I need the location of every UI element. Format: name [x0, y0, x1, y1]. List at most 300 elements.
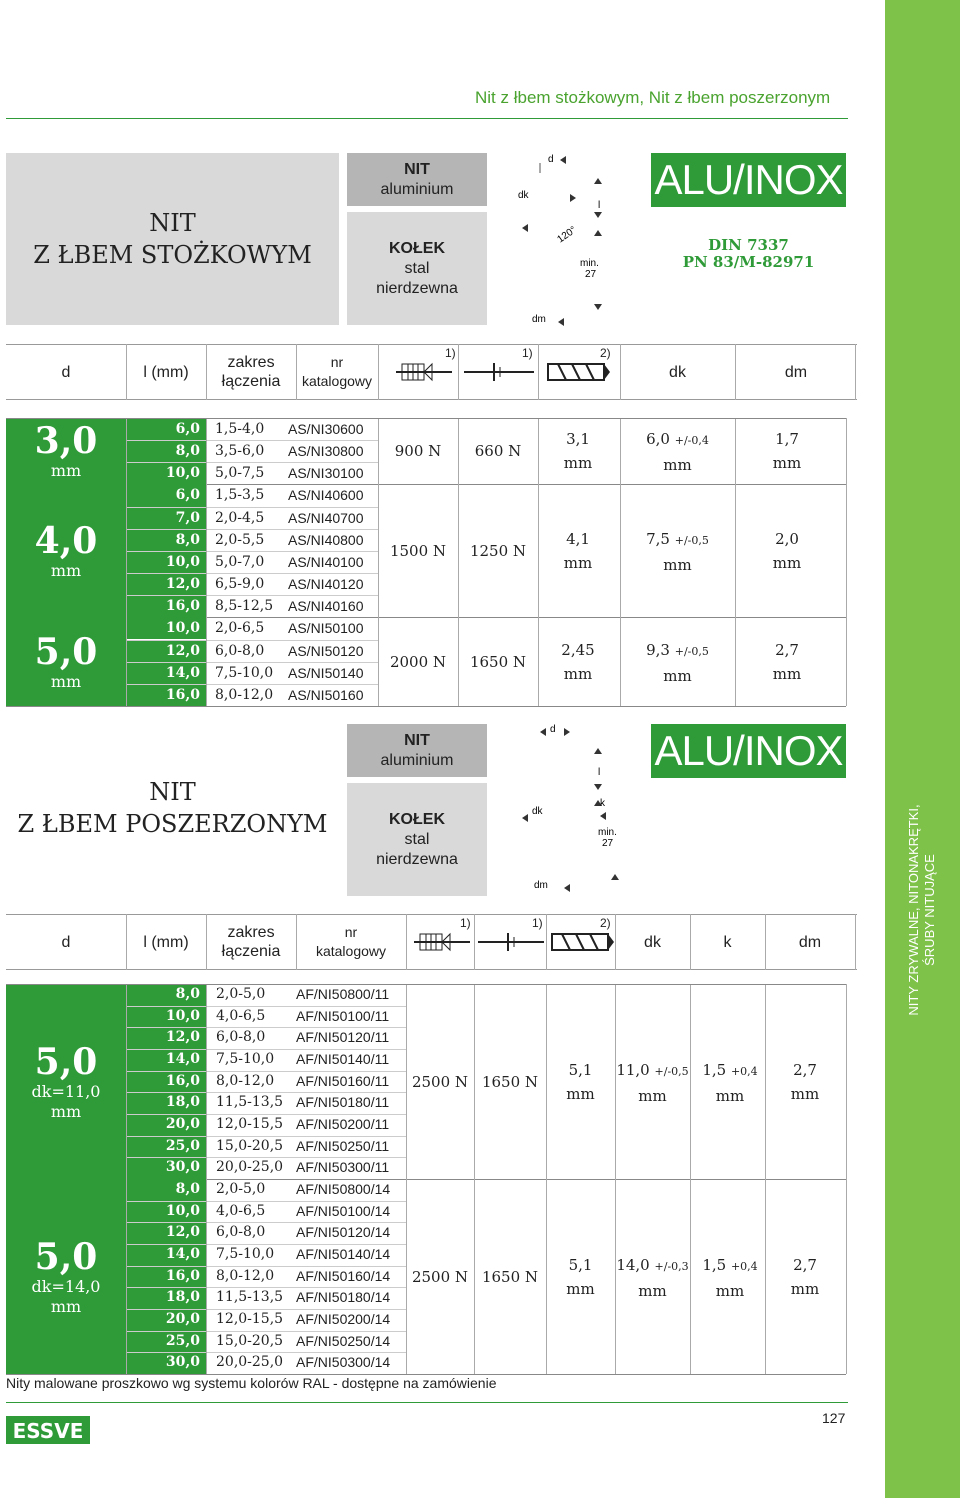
- tensile-force-value-line: [458, 439, 538, 463]
- hdr-sep: [855, 914, 856, 970]
- row-separator: [126, 440, 378, 441]
- catalog-number-cell: AS/NI50120: [288, 642, 364, 659]
- mandrel-diameter-value-line: [765, 1277, 845, 1301]
- column-separator: [474, 984, 475, 1374]
- row-separator: [126, 1136, 406, 1137]
- row-separator: [126, 551, 378, 552]
- material-mandrel-title: KOŁEK: [389, 810, 445, 828]
- hdr-sep: [126, 914, 127, 970]
- drill-diameter-value-text: mm: [566, 1084, 595, 1103]
- catalog-number-cell: AS/NI40800: [288, 531, 364, 548]
- length-cell: 14,0: [126, 1049, 206, 1071]
- mandrel-diameter-value-text: 2,7: [775, 640, 799, 659]
- head-diameter-value: [615, 1253, 690, 1303]
- head-height-value-tolerance: +0,4: [730, 1064, 758, 1078]
- drill-diameter-value-line: [546, 1058, 615, 1082]
- catalog-number-cell: AF/NI50180/11: [296, 1094, 390, 1111]
- header-zakres: [206, 914, 296, 970]
- mandrel-diameter-value-line: [765, 1058, 845, 1082]
- shear-force-value-text: 1500 N: [389, 541, 447, 560]
- mandrel-diameter-value-text: mm: [772, 553, 802, 572]
- catalog-number-cell: AF/NI50180/14: [296, 1289, 391, 1306]
- page-number: 127: [822, 1410, 846, 1426]
- catalog-number-cell: AF/NI50140/11: [296, 1051, 390, 1067]
- grip-range-cell: 6,0-8,0: [216, 1029, 266, 1046]
- essve-logo: [6, 1412, 90, 1448]
- grip-range-cell: 2,0-5,0: [216, 986, 266, 1002]
- tensile-force-value: [458, 439, 538, 463]
- diagram-min-value: 27: [585, 269, 597, 280]
- catalog-number-cell: AF/NI50100/14: [296, 1202, 391, 1219]
- shear-force-value-line: [378, 650, 458, 674]
- column-separator: [538, 418, 539, 706]
- hdr-sep: [765, 914, 766, 970]
- material-rivet-title: NIT: [404, 731, 430, 749]
- column-separator: [765, 984, 766, 1374]
- drill-diameter-value: [546, 1253, 615, 1301]
- head-diameter-value-text: mm: [663, 555, 692, 574]
- length-cell: 25,0: [126, 1331, 206, 1353]
- mandrel-diameter-value-text: 2,7: [793, 1060, 817, 1079]
- head-diameter-value-line: [615, 1253, 690, 1279]
- grip-range-cell: 2,0-5,5: [215, 531, 265, 548]
- column-separator: [126, 418, 127, 706]
- head-diameter-value-text: mm: [663, 456, 692, 475]
- mandrel-diameter-value-line: [765, 1082, 845, 1106]
- header-l: l (mm): [143, 933, 189, 951]
- mandrel-diameter-value: [737, 527, 837, 575]
- section1-material-mandrel: [347, 212, 487, 325]
- grip-range-cell: 6,5-9,0: [215, 576, 265, 593]
- head-diameter-value-text: 9,3: [646, 640, 670, 659]
- diameter-value: 4,0: [34, 519, 98, 562]
- length-cell: 16,0: [126, 684, 206, 706]
- drill-bit-icon: [546, 360, 612, 384]
- tensile-force-value-line: [474, 1265, 546, 1289]
- grip-range-cell: 5,0-7,0: [215, 553, 265, 570]
- diagram-k-label: k: [600, 798, 605, 809]
- drill-diameter-value-text: mm: [563, 664, 593, 683]
- diagram-dm-label: dm: [532, 314, 546, 325]
- length-cell: 8,0: [126, 1179, 206, 1201]
- grip-range-cell: 5,0-7,5: [215, 465, 265, 482]
- hdr-sep: [126, 344, 127, 400]
- drill-diameter-value-line: [538, 551, 618, 575]
- material-mandrel-sub2: nierdzewna: [376, 850, 458, 868]
- column-separator: [846, 984, 847, 1374]
- grip-range-cell: 7,5-10,0: [215, 664, 274, 681]
- mandrel-diameter-value-line: [737, 662, 837, 686]
- column-separator: [690, 984, 691, 1374]
- footnote-marker-1: 1): [445, 346, 456, 360]
- head-diameter-value: [620, 638, 735, 688]
- diameter-dk-label: dk=14,0: [31, 1276, 101, 1296]
- catalog-number-cell: AF/NI50200/11: [296, 1116, 390, 1133]
- head-diameter-value-tolerance: +/-0,5: [654, 1064, 689, 1078]
- grip-range-cell: 6,0-8,0: [216, 1224, 266, 1241]
- diagram-min-label: min.: [598, 827, 617, 838]
- hdr-sep: [546, 914, 547, 970]
- section2-title-line1: NIT: [149, 778, 196, 806]
- head-diameter-value-line: [620, 638, 735, 664]
- diameter-block: [6, 984, 126, 1179]
- head-diameter-value-tolerance: +/-0,5: [674, 533, 709, 547]
- diagram-dm-label: dm: [534, 880, 548, 891]
- diagram-d-label: d: [548, 154, 554, 165]
- length-cell: 14,0: [126, 662, 206, 684]
- header-dk: dk: [644, 933, 661, 951]
- row-separator: [126, 640, 378, 641]
- side-category-text: [906, 630, 938, 1190]
- section1-title-box: [6, 153, 339, 325]
- mandrel-diameter-value: [737, 427, 837, 475]
- catalog-number-cell: AF/NI50160/11: [296, 1072, 390, 1089]
- tensile-force-icon: [464, 360, 534, 384]
- drill-diameter-value: [538, 527, 618, 575]
- row-separator: [126, 1201, 406, 1202]
- column-separator: [206, 984, 207, 1374]
- grip-range-cell: 2,0-6,5: [215, 620, 265, 637]
- diagram-min-label: min.: [580, 258, 599, 269]
- drill-diameter-value-text: 5,1: [568, 1255, 593, 1274]
- header-zakres-line1: zakres: [227, 924, 275, 941]
- tensile-force-value: [474, 1070, 546, 1094]
- hdr-sep: [690, 914, 691, 970]
- catalog-number-cell: AF/NI50250/11: [296, 1137, 390, 1154]
- tensile-force-value-text: 1650 N: [469, 652, 527, 671]
- hdr-sep: [620, 344, 621, 400]
- mandrel-diameter-value-line: [737, 451, 837, 475]
- shear-force-value: [378, 439, 458, 463]
- catalog-number-cell: AF/NI50100/11: [296, 1007, 390, 1024]
- length-cell: 12,0: [126, 1222, 206, 1244]
- mandrel-diameter-value-line: [765, 1253, 845, 1277]
- length-cell: 8,0: [126, 529, 206, 551]
- grip-range-cell: 11,5-13,5: [216, 1289, 284, 1306]
- hdr-sep: [378, 344, 379, 400]
- diameter-unit: mm: [50, 1296, 82, 1316]
- tensile-force-value: [458, 539, 538, 563]
- head-height-value: [690, 1253, 770, 1303]
- drill-diameter-value-text: 2,45: [561, 640, 595, 659]
- mandrel-diameter-value-text: mm: [772, 664, 802, 683]
- shear-force-value-text: 2000 N: [389, 652, 447, 671]
- catalog-number-cell: AS/NI30800: [288, 443, 364, 460]
- head-height-value-line: [690, 1279, 770, 1303]
- shear-force-icon: [414, 930, 472, 954]
- head-diameter-value-tolerance: +/-0,5: [674, 644, 709, 658]
- side-text-line2: ŚRUBY NITUJĄCE: [922, 854, 937, 966]
- row-separator: [126, 529, 378, 530]
- shear-force-value-text: 2500 N: [411, 1072, 469, 1091]
- length-cell: 8,0: [126, 984, 206, 1006]
- catalog-number-cell: AS/NI30100: [288, 465, 364, 482]
- grip-range-cell: 8,0-12,0: [216, 1267, 275, 1284]
- footnote-marker-1: 1): [460, 916, 471, 930]
- shear-force-icon: [396, 360, 454, 384]
- drill-diameter-value-text: 5,1: [568, 1060, 593, 1079]
- diameter-block: [6, 617, 126, 706]
- head-diameter-value-line: [620, 453, 735, 477]
- hdr-sep: [206, 914, 207, 970]
- grip-range-cell: 8,0-12,0: [215, 686, 274, 703]
- tensile-force-value: [474, 1265, 546, 1289]
- head-height-value-text: 1,5: [702, 1255, 727, 1274]
- table-top-border: [6, 418, 846, 419]
- diameter-block: [6, 418, 126, 484]
- tensile-force-value-text: 1650 N: [481, 1072, 539, 1091]
- shear-force-value: [406, 1265, 474, 1289]
- row-separator: [126, 1222, 406, 1223]
- column-separator: [846, 418, 847, 706]
- grip-range-cell: 8,0-12,0: [216, 1072, 275, 1089]
- grip-range-cell: 2,0-5,0: [216, 1181, 266, 1198]
- grip-range-cell: 6,0-8,0: [215, 642, 265, 659]
- head-diameter-value-text: 14,0: [616, 1255, 650, 1274]
- tensile-force-value-text: 1250 N: [469, 541, 527, 560]
- catalog-number-cell: AF/NI50140/14: [296, 1246, 391, 1263]
- header-dm: dm: [784, 363, 808, 381]
- catalog-number-cell: AS/NI40160: [288, 598, 364, 615]
- head-diameter-value-text: 11,0: [616, 1060, 650, 1079]
- footnote-text: Nity malowane proszkowo wg systemu kolorów RAL - dostępne na zamówienie: [6, 1375, 497, 1391]
- header-zakres: [206, 344, 296, 400]
- grip-range-cell: 3,5-6,0: [215, 443, 265, 460]
- catalog-number-cell: AS/NI40120: [288, 576, 364, 593]
- head-height-value-line: [690, 1253, 770, 1279]
- row-separator: [126, 1157, 406, 1158]
- catalog-number-cell: AF/NI50300/11: [296, 1159, 390, 1176]
- head-diameter-value-line: [620, 527, 735, 553]
- catalog-number-cell: AS/NI50100: [288, 620, 364, 637]
- head-diameter-value-text: mm: [663, 666, 692, 685]
- head-height-value-line: [690, 1058, 770, 1084]
- header-rule: [6, 118, 848, 119]
- diameter-unit: mm: [50, 560, 82, 580]
- norm-din: DIN 7337: [708, 236, 789, 254]
- header-nr: [296, 344, 378, 400]
- header-dm: dm: [798, 933, 822, 951]
- mandrel-diameter-value-text: 1,7: [775, 430, 799, 449]
- section1-title-line1: NIT: [149, 209, 196, 237]
- drill-diameter-value-line: [538, 427, 618, 451]
- head-diameter-value-line: [615, 1279, 690, 1303]
- grip-range-cell: 7,5-10,0: [216, 1246, 275, 1263]
- section2-material-rivet: [347, 724, 487, 777]
- shear-force-value: [378, 539, 458, 563]
- shear-force-value-line: [378, 539, 458, 563]
- catalog-number-cell: AS/NI50140: [288, 664, 364, 681]
- length-cell: 10,0: [126, 551, 206, 573]
- grip-range-cell: 20,0-25,0: [216, 1354, 284, 1371]
- column-separator: [406, 984, 407, 1374]
- header-d: d: [61, 363, 71, 381]
- catalog-number-cell: AS/NI40600: [288, 487, 364, 504]
- header-l: l (mm): [143, 363, 189, 381]
- diagram-dk-label: dk: [518, 190, 529, 201]
- length-cell: 20,0: [126, 1114, 206, 1136]
- shear-force-value-line: [406, 1070, 474, 1094]
- hdr-sep: [855, 344, 856, 400]
- section2-material-mandrel: [347, 783, 487, 896]
- drill-diameter-value-text: mm: [563, 454, 593, 473]
- drill-diameter-value-text: 3,1: [566, 430, 590, 449]
- mandrel-diameter-value-text: 2,7: [793, 1255, 817, 1274]
- shear-force-value-text: 900 N: [394, 442, 442, 461]
- catalog-number-cell: AF/NI50800/14: [296, 1181, 391, 1198]
- grip-range-cell: 1,5-4,0: [215, 421, 265, 437]
- material-rivet-sub: aluminium: [380, 180, 454, 198]
- grip-range-cell: 4,0-6,5: [216, 1202, 266, 1219]
- shear-force-value: [406, 1070, 474, 1094]
- section1-material-rivet: [347, 153, 487, 206]
- drill-diameter-value-line: [546, 1082, 615, 1106]
- header-nr: [296, 914, 406, 970]
- material-rivet-title: NIT: [404, 160, 430, 178]
- head-height-value-line: [690, 1084, 770, 1108]
- catalog-number-cell: AS/NI40700: [288, 509, 364, 526]
- column-separator: [126, 984, 127, 1374]
- diameter-value: 5,0: [34, 1235, 98, 1278]
- length-cell: 16,0: [126, 1071, 206, 1093]
- column-separator: [546, 984, 547, 1374]
- section2-title-line2: Z ŁBEM POSZERZONYM: [17, 810, 328, 838]
- tensile-force-value: [458, 650, 538, 674]
- drill-diameter-value-line: [538, 451, 618, 475]
- length-cell: 12,0: [126, 573, 206, 595]
- mandrel-diameter-value-line: [737, 638, 837, 662]
- header-dk: dk: [669, 363, 686, 381]
- head-diameter-value-tolerance: +/-0,4: [674, 434, 709, 448]
- row-separator: [126, 573, 378, 574]
- diameter-block: [6, 1179, 126, 1374]
- row-separator: [126, 1071, 406, 1072]
- drill-diameter-value-line: [538, 662, 618, 686]
- diagram-dk-label: dk: [532, 806, 543, 817]
- diagram-l-label: l: [598, 200, 601, 211]
- catalog-number-cell: AF/NI50120/11: [296, 1029, 390, 1046]
- norm-pn: PN 83/M-82971: [682, 253, 815, 271]
- material-mandrel-title: KOŁEK: [389, 239, 445, 257]
- length-cell: 12,0: [126, 1027, 206, 1049]
- group-separator: [6, 706, 846, 707]
- length-cell: 16,0: [126, 595, 206, 617]
- head-diameter-value-line: [615, 1084, 690, 1108]
- section2-title-box: [6, 722, 339, 894]
- header-k: k: [723, 933, 732, 951]
- head-diameter-value-text: mm: [638, 1086, 667, 1105]
- tensile-force-value-line: [474, 1070, 546, 1094]
- catalog-number-cell: AF/NI50800/11: [296, 986, 390, 1002]
- row-separator: [126, 1331, 406, 1332]
- mandrel-diameter-value-line: [737, 551, 837, 575]
- countersunk-rivet-diagram: [500, 148, 640, 328]
- shear-force-value-line: [406, 1265, 474, 1289]
- footnote-marker-2: 1): [532, 916, 543, 930]
- row-separator: [126, 507, 378, 508]
- drill-diameter-value: [546, 1058, 615, 1106]
- row-separator: [126, 1352, 406, 1353]
- table-top-border: [6, 984, 846, 985]
- tensile-force-value-text: 660 N: [474, 442, 522, 461]
- grip-range-cell: 7,5-10,0: [216, 1051, 275, 1067]
- mandrel-diameter-value-text: mm: [790, 1279, 820, 1298]
- length-cell: 18,0: [126, 1092, 206, 1114]
- material-rivet-sub: aluminium: [380, 751, 454, 769]
- head-diameter-value-text: 6,0: [646, 430, 670, 449]
- catalog-number-cell: AF/NI50300/14: [296, 1354, 391, 1371]
- drill-diameter-value-line: [546, 1253, 615, 1277]
- grip-range-cell: 15,0-20,5: [216, 1332, 284, 1349]
- grip-range-cell: 11,5-13,5: [216, 1094, 284, 1111]
- length-cell: 6,0: [126, 484, 206, 506]
- diameter-value: 5,0: [34, 630, 98, 673]
- grip-range-cell: 20,0-25,0: [216, 1159, 284, 1176]
- mandrel-diameter-value-line: [737, 527, 837, 551]
- diameter-unit: mm: [50, 1101, 82, 1121]
- head-diameter-value-line: [620, 427, 735, 453]
- head-height-value-tolerance: +0,4: [730, 1259, 758, 1273]
- length-cell: 30,0: [126, 1352, 206, 1374]
- hdr-sep: [735, 344, 736, 400]
- drill-diameter-value-line: [538, 527, 618, 551]
- side-text-line1: NITY ZRYWALNE, NITONAKRĘTKI,: [906, 804, 921, 1016]
- hdr-sep: [296, 344, 297, 400]
- row-separator: [126, 1244, 406, 1245]
- row-separator: [126, 662, 378, 663]
- head-diameter-value-text: 7,5: [646, 529, 670, 548]
- diameter-block: [6, 484, 126, 617]
- header-zakres-line1: zakres: [227, 354, 275, 371]
- hdr-sep: [206, 344, 207, 400]
- mandrel-diameter-value-text: 2,0: [775, 529, 799, 548]
- grip-range-cell: 12,0-15,5: [216, 1311, 284, 1328]
- drill-diameter-value-line: [538, 638, 618, 662]
- head-diameter-value-text: mm: [638, 1281, 667, 1300]
- large-flange-rivet-diagram: [500, 720, 640, 900]
- grip-range-cell: 2,0-4,5: [215, 509, 265, 526]
- column-separator: [620, 418, 621, 706]
- drill-bit-icon: [550, 930, 616, 954]
- head-diameter-value: [620, 527, 735, 577]
- page-header-title: Nit z łbem stożkowym, Nit z łbem poszerzonym: [475, 88, 831, 107]
- drill-diameter-value-text: mm: [563, 553, 593, 572]
- section1-title-line2: Z ŁBEM STOŻKOWYM: [33, 241, 312, 269]
- mandrel-diameter-value-text: mm: [790, 1084, 820, 1103]
- diameter-unit: mm: [50, 671, 82, 691]
- drill-diameter-value-text: 4,1: [566, 529, 590, 548]
- row-separator: [126, 1266, 406, 1267]
- mandrel-diameter-value: [765, 1058, 845, 1106]
- row-separator: [126, 1027, 406, 1028]
- hdr-sep: [474, 914, 475, 970]
- hdr-sep: [406, 914, 407, 970]
- column-separator: [615, 984, 616, 1374]
- diagram-angle-label: 120°: [555, 224, 579, 246]
- row-separator: [126, 684, 378, 685]
- header-nr-line2: katalogowy: [301, 373, 373, 389]
- header-zakres-line2: łączenia: [221, 943, 281, 960]
- column-separator: [735, 418, 736, 706]
- diagram-l-label: l: [598, 767, 601, 778]
- footer-rule: [6, 1402, 848, 1403]
- hdr-sep: [458, 344, 459, 400]
- row-separator: [126, 1287, 406, 1288]
- tensile-force-value-line: [458, 650, 538, 674]
- head-height-value-text: mm: [715, 1281, 745, 1300]
- diagram-min-value: 27: [602, 838, 614, 849]
- shear-force-value-text: 2500 N: [411, 1267, 469, 1286]
